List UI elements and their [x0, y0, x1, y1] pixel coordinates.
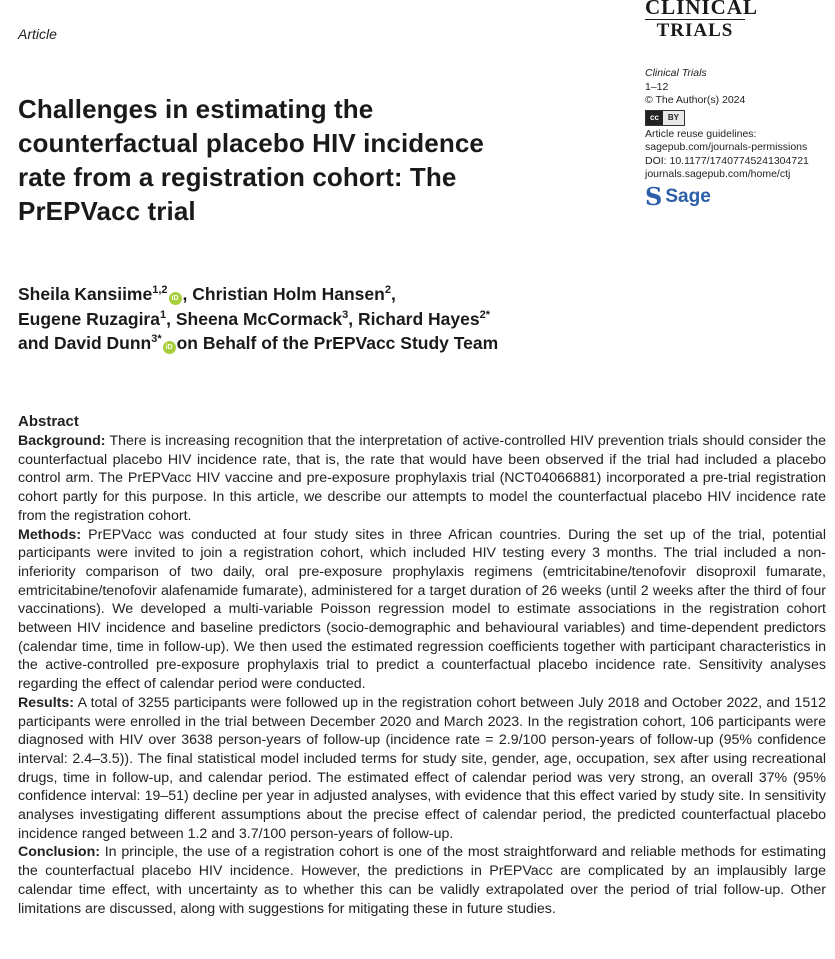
- orcid-icon[interactable]: iD: [169, 292, 182, 305]
- publisher-name: Sage: [665, 185, 711, 207]
- results-label: Results:: [18, 694, 74, 711]
- authors-group-suffix: on Behalf of the PrEPVacc Study Team: [176, 333, 499, 353]
- cc-license-badge[interactable]: [645, 110, 685, 126]
- sage-logo[interactable]: [645, 181, 830, 211]
- author-name[interactable]: Sheila Kansiime: [18, 284, 153, 304]
- author-name[interactable]: and David Dunn: [18, 333, 152, 353]
- author-affiliation: 1: [159, 308, 167, 321]
- journal-logo-line2: TRIALS: [656, 20, 734, 41]
- author-name[interactable]: Eugene Ruzagira: [18, 308, 160, 329]
- abstract-conclusion: [18, 843, 826, 918]
- doi-link[interactable]: DOI: 10.1177/17407745241304721: [645, 154, 809, 167]
- journal-logo[interactable]: [645, 0, 759, 42]
- conclusion-label: Conclusion:: [18, 844, 100, 861]
- author-affiliation: 3: [342, 308, 349, 321]
- author-affiliation: 3*: [151, 333, 162, 346]
- conclusion-text: In principle, the use of a registration cohort is one of the most straightforward and reliable methods for estimating the counterfactual placebo HIV incidence. However, the predictions in PrEPVacc are complicated by an implausibly large calendar time effect, with uncertainty as to whether this can be validly extrapolated over the period of trial follow-up. Other limitations are discussed, along with suggestions for mitigating these in future studies.: [18, 844, 826, 917]
- article-type-label: Article: [18, 26, 57, 42]
- cc-icon: cc: [646, 111, 663, 125]
- author-name[interactable]: Sheena McCormack: [175, 308, 343, 329]
- author-name[interactable]: Richard Hayes: [358, 308, 480, 329]
- abstract-heading: Abstract: [18, 413, 79, 430]
- methods-text: PrEPVacc was conducted at four study sites in three African countries. During the set up of the trial, potential participants were invited to join a registration cohort, which included HIV testing every 3 months. The trial included a non-inferiority comparison of two daily, oral pre-exposure prophylaxis regimens (emtricitabine/tenofovir disoproxil fumarate, emtricitabine/tenofovir alafenamide fumarate), administered for a target duration of 26 weeks (until 2 weeks after the third of four vaccinations). We developed a multi-variable Poisson regression model to estimate associations in the registration cohort between HIV incidence and baseline predictors (socio-demographic and behavioural variables) and time-dependent predictors (calendar time, time in follow-up). We then used the estimated regression coefficients together with participant characteristics in the active-controlled pre-exposure prophylaxis trial to predict a counterfactual placebo incidence rate. Sensitivity analyses regarding the effect of calendar period were conducted.: [18, 526, 826, 693]
- background-text: There is increasing recognition that the interpretation of active-controlled HIV prevention trials should consider the counterfactual placebo HIV incidence rate, that is, the rate that would have been observed if the trial had included a placebo control arm. The PrEPVacc HIV vaccine and pre-exposure prophylaxis trial (NCT04066881) incorporated a pre-trial registration cohort partly for this purpose. In this article, we describe our attempts to model the counterfactual placebo HIV incidence rate from the registration cohort.: [18, 433, 826, 524]
- author-separator: ,: [166, 308, 176, 329]
- abstract-background: [18, 432, 826, 526]
- results-text: A total of 3255 participants were followed up in the registration cohort between July 2018 and October 2022, and 1512 participants were enrolled in the trial between December 2020 and March 2023. In the registration cohort, 106 participants were diagnosed with HIV over 3638 person-years of follow-up (incidence rate = 2.9/100 person-years of follow-up (95% confidence interval: 2.4–3.5)). The final statistical model included terms for study site, gender, age, occupation, sex after using recreational drugs, time in follow-up, and calendar period. The estimated effect of calendar period was very strong, an overall 37% (95% confidence interval: 19–51) decline per year in adjusted analyses, with evidence that this effect varied by study site. In sensitivity analyses investigating different assumptions about the precise effect of calendar period, the predicted counterfactual placebo incidence ranged between 1.2 and 3.7/100 person-years of follow-up.: [18, 694, 826, 842]
- author-affiliation: 2: [384, 284, 391, 297]
- page-range: 1–12: [645, 80, 669, 93]
- journal-logo-line1: CLINICAL: [645, 0, 745, 20]
- abstract-methods: [18, 526, 826, 694]
- reuse-label: Article reuse guidelines:: [645, 127, 757, 140]
- by-icon: BY: [667, 112, 680, 122]
- author-separator: ,: [390, 284, 396, 304]
- author-separator: ,: [182, 284, 193, 304]
- abstract-section: [18, 412, 826, 918]
- article-metadata: [645, 67, 830, 211]
- author-affiliation: 2*: [479, 308, 491, 321]
- methods-label: Methods:: [18, 526, 82, 543]
- reuse-link[interactable]: sagepub.com/journals-permissions: [645, 141, 808, 153]
- author-list: [18, 282, 638, 356]
- copyright: © The Author(s) 2024: [645, 94, 746, 106]
- author-separator: ,: [348, 308, 359, 329]
- author-name[interactable]: Christian Holm Hansen: [192, 284, 385, 304]
- journal-name: Clinical Trials: [645, 67, 707, 79]
- paper-title: Challenges in estimating the counterfactual placebo HIV incidence rate from a registration cohort: The PrEPVacc trial: [18, 94, 484, 226]
- abstract-results: [18, 694, 826, 844]
- orcid-icon[interactable]: iD: [163, 341, 176, 354]
- background-label: Background:: [18, 433, 106, 449]
- journal-homepage-link[interactable]: journals.sagepub.com/home/ctj: [645, 168, 791, 180]
- author-affiliation: 1,2: [152, 284, 168, 297]
- sage-s-icon: S: [645, 181, 663, 211]
